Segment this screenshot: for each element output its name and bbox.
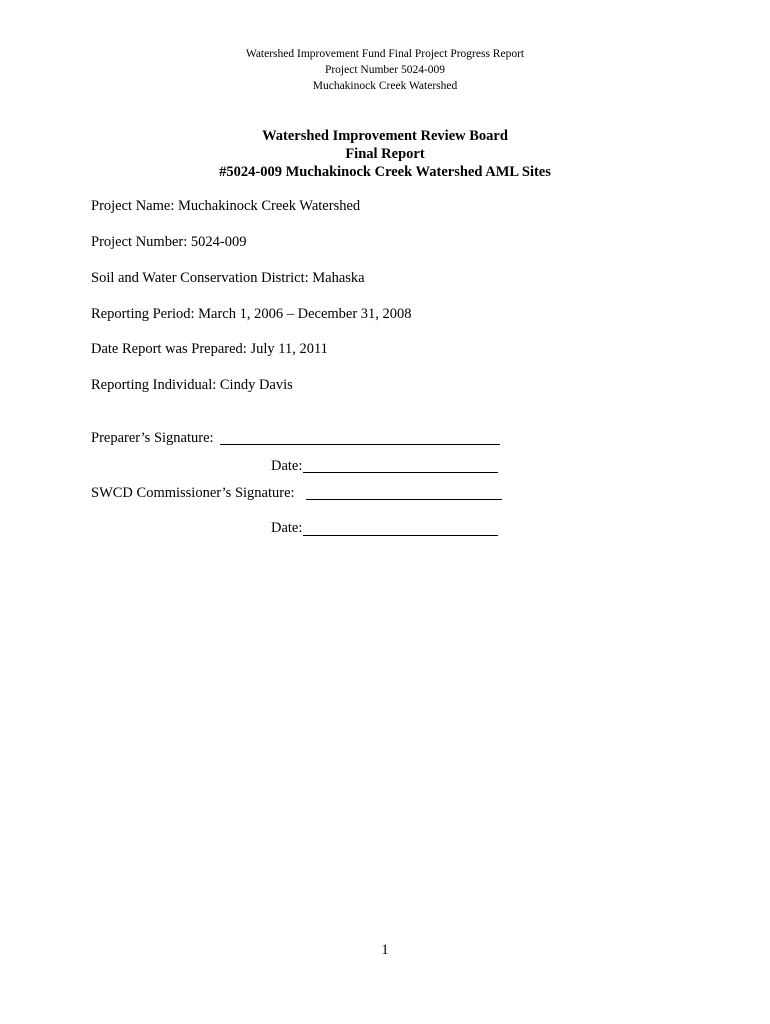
reporting-period-field: Reporting Period: March 1, 2006 – December 31, 2008 bbox=[91, 306, 412, 322]
preparer-date-line[interactable] bbox=[303, 472, 498, 473]
page-number: 1 bbox=[381, 942, 389, 958]
project-number-field: Project Number: 5024-009 bbox=[91, 234, 247, 250]
preparer-signature-line[interactable] bbox=[220, 444, 500, 445]
document-title bbox=[0, 127, 770, 181]
preparer-date-label: Date: bbox=[271, 458, 303, 474]
title-project-sites: #5024-009 Muchakinock Creek Watershed AML Sites bbox=[219, 164, 551, 180]
district-field: Soil and Water Conservation District: Mahaska bbox=[91, 270, 365, 286]
commissioner-date-line[interactable] bbox=[303, 535, 498, 536]
title-final-report: Final Report bbox=[345, 146, 425, 162]
commissioner-signature-label: SWCD Commissioner’s Signature: bbox=[91, 485, 295, 501]
header-line-project-number: Project Number 5024-009 bbox=[324, 64, 446, 76]
date-prepared-field: Date Report was Prepared: July 11, 2011 bbox=[91, 341, 328, 357]
running-header bbox=[0, 46, 770, 94]
project-name-field: Project Name: Muchakinock Creek Watershed bbox=[91, 198, 361, 214]
preparer-signature-label: Preparer’s Signature: bbox=[91, 430, 214, 446]
reporting-individual-field: Reporting Individual: Cindy Davis bbox=[91, 377, 293, 393]
header-line-watershed: Muchakinock Creek Watershed bbox=[312, 80, 458, 92]
header-line-report-title: Watershed Improvement Fund Final Project Progress Report bbox=[245, 48, 525, 60]
title-board-name: Watershed Improvement Review Board bbox=[262, 128, 508, 144]
commissioner-signature-line[interactable] bbox=[306, 499, 502, 500]
commissioner-date-label: Date: bbox=[271, 520, 303, 536]
